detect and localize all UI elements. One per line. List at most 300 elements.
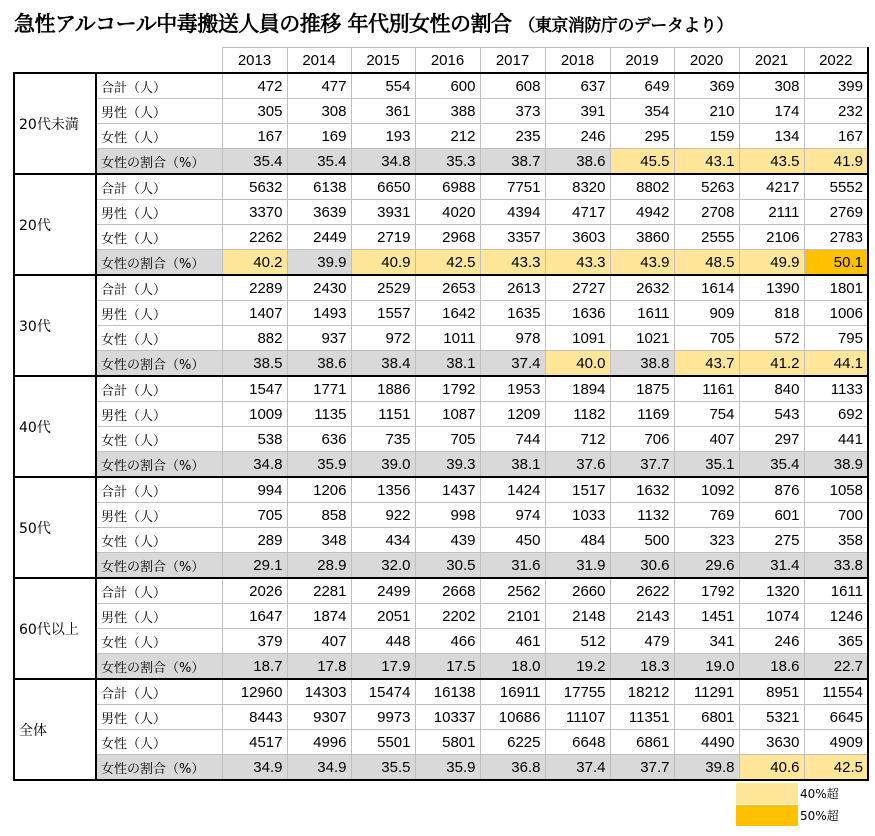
count-cell: 840	[739, 376, 804, 402]
count-cell: 572	[739, 326, 804, 351]
count-cell: 937	[287, 326, 351, 351]
ratio-cell: 43.5	[739, 149, 804, 175]
table-row	[14, 99, 868, 124]
count-cell: 1206	[287, 477, 351, 503]
count-cell: 1011	[415, 326, 480, 351]
count-cell: 922	[351, 503, 415, 528]
count-cell: 1801	[804, 275, 868, 301]
count-cell: 295	[610, 124, 674, 149]
row-label: 合計（人）	[96, 73, 222, 99]
ratio-cell: 34.8	[351, 149, 415, 175]
ratio-cell: 18.6	[739, 654, 804, 680]
row-label: 合計（人）	[96, 679, 222, 705]
count-cell: 16138	[415, 679, 480, 705]
count-cell: 134	[739, 124, 804, 149]
age-group-label: 50代	[14, 477, 96, 578]
ratio-cell: 41.2	[739, 351, 804, 377]
count-cell: 9973	[351, 705, 415, 730]
count-cell: 15474	[351, 679, 415, 705]
age-group-label: 全体	[14, 679, 96, 780]
count-cell: 705	[222, 503, 287, 528]
count-cell: 512	[545, 629, 610, 654]
ratio-cell: 32.0	[351, 553, 415, 579]
ratio-cell: 34.9	[222, 755, 287, 781]
count-cell: 2111	[739, 200, 804, 225]
count-cell: 246	[545, 124, 610, 149]
ratio-cell: 45.5	[610, 149, 674, 175]
table-row	[14, 250, 868, 276]
ratio-cell: 37.6	[545, 452, 610, 478]
ratio-cell: 36.8	[480, 755, 545, 781]
year-header-cell: 2013	[222, 48, 287, 74]
count-cell: 1642	[415, 301, 480, 326]
row-label: 女性（人）	[96, 528, 222, 553]
ratio-cell: 43.7	[674, 351, 739, 377]
count-cell: 2202	[415, 604, 480, 629]
count-cell: 18212	[610, 679, 674, 705]
count-cell: 2148	[545, 604, 610, 629]
count-cell: 11107	[545, 705, 610, 730]
count-cell: 2143	[610, 604, 674, 629]
count-cell: 600	[415, 73, 480, 99]
ratio-cell: 49.9	[739, 250, 804, 276]
count-cell: 6801	[674, 705, 739, 730]
count-cell: 795	[804, 326, 868, 351]
count-cell: 174	[739, 99, 804, 124]
ratio-cell: 35.9	[415, 755, 480, 781]
count-cell: 11291	[674, 679, 739, 705]
count-cell: 692	[804, 402, 868, 427]
table-row	[14, 604, 868, 629]
count-cell: 407	[287, 629, 351, 654]
count-cell: 246	[739, 629, 804, 654]
table-row	[14, 275, 868, 301]
table-row	[14, 679, 868, 705]
ratio-cell: 33.8	[804, 553, 868, 579]
ratio-cell: 35.4	[222, 149, 287, 175]
count-cell: 484	[545, 528, 610, 553]
count-cell: 3370	[222, 200, 287, 225]
row-label: 合計（人）	[96, 376, 222, 402]
count-cell: 297	[739, 427, 804, 452]
ratio-cell: 43.3	[545, 250, 610, 276]
count-cell: 1792	[415, 376, 480, 402]
row-label: 男性（人）	[96, 301, 222, 326]
count-cell: 2529	[351, 275, 415, 301]
row-label: 女性（人）	[96, 629, 222, 654]
legend-label-over40: 40%超	[800, 786, 839, 801]
count-cell: 978	[480, 326, 545, 351]
table-row	[14, 149, 868, 175]
count-cell: 2719	[351, 225, 415, 250]
count-cell: 554	[351, 73, 415, 99]
ratio-cell: 39.0	[351, 452, 415, 478]
count-cell: 434	[351, 528, 415, 553]
table-row	[14, 755, 868, 781]
count-cell: 5632	[222, 174, 287, 200]
ratio-cell: 37.4	[545, 755, 610, 781]
row-label: 女性の割合（%）	[96, 351, 222, 377]
year-header-row	[14, 48, 868, 74]
count-cell: 3639	[287, 200, 351, 225]
count-cell: 1182	[545, 402, 610, 427]
ratio-cell: 38.5	[222, 351, 287, 377]
count-cell: 1953	[480, 376, 545, 402]
count-cell: 448	[351, 629, 415, 654]
row-label: 女性（人）	[96, 124, 222, 149]
count-cell: 1894	[545, 376, 610, 402]
ratio-cell: 41.9	[804, 149, 868, 175]
count-cell: 2449	[287, 225, 351, 250]
ratio-cell: 37.7	[610, 755, 674, 781]
count-cell: 636	[287, 427, 351, 452]
ratio-cell: 37.4	[480, 351, 545, 377]
ratio-cell: 42.5	[415, 250, 480, 276]
count-cell: 7751	[480, 174, 545, 200]
table-row	[14, 427, 868, 452]
ratio-cell: 18.3	[610, 654, 674, 680]
count-cell: 308	[287, 99, 351, 124]
year-header-cell: 2014	[287, 48, 351, 74]
table-row	[14, 654, 868, 680]
row-label: 女性の割合（%）	[96, 149, 222, 175]
count-cell: 1320	[739, 578, 804, 604]
count-cell: 1517	[545, 477, 610, 503]
ratio-cell: 39.8	[674, 755, 739, 781]
count-cell: 8443	[222, 705, 287, 730]
count-cell: 706	[610, 427, 674, 452]
row-label: 合計（人）	[96, 477, 222, 503]
ratio-cell: 40.0	[545, 351, 610, 377]
count-cell: 3860	[610, 225, 674, 250]
row-label: 合計（人）	[96, 174, 222, 200]
count-cell: 2430	[287, 275, 351, 301]
count-cell: 6138	[287, 174, 351, 200]
count-cell: 2281	[287, 578, 351, 604]
ratio-cell: 40.6	[739, 755, 804, 781]
count-cell: 17755	[545, 679, 610, 705]
count-cell: 167	[804, 124, 868, 149]
ratio-cell: 38.9	[804, 452, 868, 478]
count-cell: 1133	[804, 376, 868, 402]
count-cell: 379	[222, 629, 287, 654]
ratio-cell: 38.8	[610, 351, 674, 377]
count-cell: 972	[351, 326, 415, 351]
count-cell: 439	[415, 528, 480, 553]
count-cell: 601	[739, 503, 804, 528]
count-cell: 2660	[545, 578, 610, 604]
ratio-cell: 39.3	[415, 452, 480, 478]
count-cell: 1647	[222, 604, 287, 629]
count-cell: 388	[415, 99, 480, 124]
count-cell: 479	[610, 629, 674, 654]
ratio-cell: 29.1	[222, 553, 287, 579]
ratio-cell: 35.5	[351, 755, 415, 781]
count-cell: 365	[804, 629, 868, 654]
count-cell: 5552	[804, 174, 868, 200]
count-cell: 3630	[739, 730, 804, 755]
count-cell: 1875	[610, 376, 674, 402]
count-cell: 369	[674, 73, 739, 99]
count-cell: 308	[739, 73, 804, 99]
age-group-label: 30代	[14, 275, 96, 376]
ratio-cell: 40.2	[222, 250, 287, 276]
count-cell: 5801	[415, 730, 480, 755]
count-cell: 2499	[351, 578, 415, 604]
count-cell: 472	[222, 73, 287, 99]
count-cell: 1635	[480, 301, 545, 326]
ratio-cell: 35.9	[287, 452, 351, 478]
row-label: 女性（人）	[96, 427, 222, 452]
count-cell: 2101	[480, 604, 545, 629]
count-cell: 818	[739, 301, 804, 326]
ratio-cell: 31.4	[739, 553, 804, 579]
ratio-cell: 35.4	[287, 149, 351, 175]
ratio-cell: 34.8	[222, 452, 287, 478]
page-title	[14, 8, 733, 38]
count-cell: 5501	[351, 730, 415, 755]
count-cell: 1493	[287, 301, 351, 326]
year-header-cell: 2018	[545, 48, 610, 74]
table-row	[14, 477, 868, 503]
count-cell: 754	[674, 402, 739, 427]
count-cell: 305	[222, 99, 287, 124]
row-label: 女性の割合（%）	[96, 250, 222, 276]
count-cell: 744	[480, 427, 545, 452]
legend-item-over50	[736, 804, 839, 826]
count-cell: 858	[287, 503, 351, 528]
count-cell: 994	[222, 477, 287, 503]
count-cell: 3357	[480, 225, 545, 250]
count-cell: 232	[804, 99, 868, 124]
ratio-cell: 38.1	[415, 351, 480, 377]
ratio-cell: 17.8	[287, 654, 351, 680]
count-cell: 441	[804, 427, 868, 452]
count-cell: 159	[674, 124, 739, 149]
count-cell: 6648	[545, 730, 610, 755]
count-cell: 2622	[610, 578, 674, 604]
count-cell: 1074	[739, 604, 804, 629]
year-header-cell: 2016	[415, 48, 480, 74]
count-cell: 9307	[287, 705, 351, 730]
age-group-label: 60代以上	[14, 578, 96, 679]
count-cell: 210	[674, 99, 739, 124]
count-cell: 1874	[287, 604, 351, 629]
count-cell: 1636	[545, 301, 610, 326]
row-label: 男性（人）	[96, 402, 222, 427]
count-cell: 1009	[222, 402, 287, 427]
count-cell: 3931	[351, 200, 415, 225]
ratio-cell: 19.2	[545, 654, 610, 680]
age-group-label: 20代	[14, 174, 96, 275]
legend-swatch-over40	[736, 783, 798, 804]
count-cell: 358	[804, 528, 868, 553]
ratio-cell: 38.6	[545, 149, 610, 175]
data-table	[13, 47, 869, 781]
count-cell: 8951	[739, 679, 804, 705]
count-cell: 1424	[480, 477, 545, 503]
count-cell: 2727	[545, 275, 610, 301]
ratio-cell: 38.7	[480, 149, 545, 175]
table-row	[14, 351, 868, 377]
table-row	[14, 124, 868, 149]
count-cell: 4217	[739, 174, 804, 200]
row-label: 女性の割合（%）	[96, 755, 222, 781]
ratio-cell: 48.5	[674, 250, 739, 276]
count-cell: 2051	[351, 604, 415, 629]
count-cell: 700	[804, 503, 868, 528]
count-cell: 705	[674, 326, 739, 351]
count-cell: 1246	[804, 604, 868, 629]
count-cell: 2769	[804, 200, 868, 225]
count-cell: 466	[415, 629, 480, 654]
count-cell: 1557	[351, 301, 415, 326]
ratio-cell: 38.4	[351, 351, 415, 377]
count-cell: 373	[480, 99, 545, 124]
count-cell: 235	[480, 124, 545, 149]
count-cell: 361	[351, 99, 415, 124]
table-row	[14, 503, 868, 528]
count-cell: 167	[222, 124, 287, 149]
count-cell: 6645	[804, 705, 868, 730]
ratio-cell: 40.9	[351, 250, 415, 276]
count-cell: 876	[739, 477, 804, 503]
table-row	[14, 705, 868, 730]
count-cell: 1169	[610, 402, 674, 427]
count-cell: 1021	[610, 326, 674, 351]
count-cell: 2106	[739, 225, 804, 250]
count-cell: 169	[287, 124, 351, 149]
ratio-cell: 31.6	[480, 553, 545, 579]
count-cell: 882	[222, 326, 287, 351]
ratio-cell: 30.6	[610, 553, 674, 579]
count-cell: 1437	[415, 477, 480, 503]
year-header-cell: 2019	[610, 48, 674, 74]
count-cell: 399	[804, 73, 868, 99]
count-cell: 538	[222, 427, 287, 452]
count-cell: 4909	[804, 730, 868, 755]
count-cell: 1006	[804, 301, 868, 326]
year-header-cell: 2017	[480, 48, 545, 74]
count-cell: 735	[351, 427, 415, 452]
table-row	[14, 174, 868, 200]
count-cell: 450	[480, 528, 545, 553]
row-label: 男性（人）	[96, 99, 222, 124]
ratio-cell: 42.5	[804, 755, 868, 781]
count-cell: 998	[415, 503, 480, 528]
ratio-cell: 38.6	[287, 351, 351, 377]
legend-swatch-over50	[736, 805, 798, 826]
count-cell: 909	[674, 301, 739, 326]
count-cell: 212	[415, 124, 480, 149]
ratio-cell: 35.1	[674, 452, 739, 478]
count-cell: 341	[674, 629, 739, 654]
table-row	[14, 528, 868, 553]
count-cell: 477	[287, 73, 351, 99]
count-cell: 2562	[480, 578, 545, 604]
ratio-cell: 29.6	[674, 553, 739, 579]
count-cell: 4717	[545, 200, 610, 225]
count-cell: 1611	[804, 578, 868, 604]
legend-item-over40	[736, 782, 839, 804]
count-cell: 348	[287, 528, 351, 553]
row-label: 男性（人）	[96, 705, 222, 730]
row-label: 女性の割合（%）	[96, 452, 222, 478]
ratio-cell: 50.1	[804, 250, 868, 276]
count-cell: 1151	[351, 402, 415, 427]
legend	[736, 782, 839, 826]
table-row	[14, 326, 868, 351]
table-row	[14, 553, 868, 579]
count-cell: 3603	[545, 225, 610, 250]
count-cell: 1091	[545, 326, 610, 351]
ratio-cell: 43.3	[480, 250, 545, 276]
count-cell: 1033	[545, 503, 610, 528]
count-cell: 5263	[674, 174, 739, 200]
row-label: 女性の割合（%）	[96, 553, 222, 579]
count-cell: 974	[480, 503, 545, 528]
table-row	[14, 225, 868, 250]
row-label: 男性（人）	[96, 604, 222, 629]
count-cell: 1614	[674, 275, 739, 301]
count-cell: 1058	[804, 477, 868, 503]
count-cell: 1087	[415, 402, 480, 427]
table-row	[14, 73, 868, 99]
count-cell: 16911	[480, 679, 545, 705]
row-label: 女性（人）	[96, 730, 222, 755]
count-cell: 500	[610, 528, 674, 553]
count-cell: 2289	[222, 275, 287, 301]
ratio-cell: 35.4	[739, 452, 804, 478]
table-row	[14, 730, 868, 755]
count-cell: 10337	[415, 705, 480, 730]
count-cell: 461	[480, 629, 545, 654]
ratio-cell: 28.9	[287, 553, 351, 579]
table-row	[14, 376, 868, 402]
count-cell: 608	[480, 73, 545, 99]
count-cell: 275	[739, 528, 804, 553]
ratio-cell: 17.9	[351, 654, 415, 680]
ratio-cell: 34.9	[287, 755, 351, 781]
year-header-cell: 2021	[739, 48, 804, 74]
count-cell: 637	[545, 73, 610, 99]
count-cell: 11351	[610, 705, 674, 730]
count-cell: 6225	[480, 730, 545, 755]
row-label: 女性の割合（%）	[96, 654, 222, 680]
count-cell: 2555	[674, 225, 739, 250]
ratio-cell: 30.5	[415, 553, 480, 579]
count-cell: 4996	[287, 730, 351, 755]
count-cell: 407	[674, 427, 739, 452]
legend-label-over50: 50%超	[800, 808, 839, 823]
row-label: 合計（人）	[96, 578, 222, 604]
count-cell: 712	[545, 427, 610, 452]
corner-blank	[96, 48, 222, 74]
count-cell: 2262	[222, 225, 287, 250]
corner-blank	[14, 48, 96, 74]
count-cell: 4394	[480, 200, 545, 225]
count-cell: 1209	[480, 402, 545, 427]
count-cell: 1407	[222, 301, 287, 326]
count-cell: 1390	[739, 275, 804, 301]
count-cell: 1451	[674, 604, 739, 629]
row-label: 男性（人）	[96, 200, 222, 225]
ratio-cell: 44.1	[804, 351, 868, 377]
ratio-cell: 19.0	[674, 654, 739, 680]
count-cell: 1632	[610, 477, 674, 503]
row-label: 女性（人）	[96, 326, 222, 351]
table-row	[14, 402, 868, 427]
